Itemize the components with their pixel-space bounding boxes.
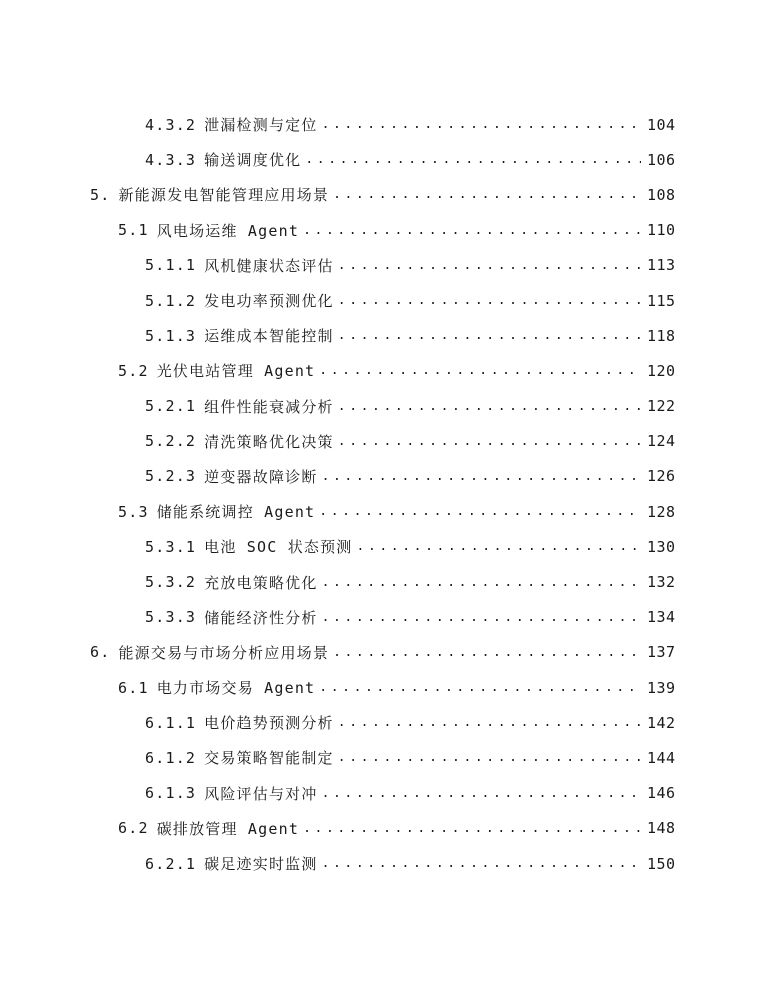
toc-entry[interactable] [0, 670, 765, 705]
toc-entry-title: 充放电策略优化 [204, 573, 318, 592]
dot-leader [338, 328, 641, 343]
toc-entry-number: 6.1.2 [145, 748, 197, 767]
toc-entry[interactable] [0, 389, 765, 424]
toc-entry-page: 139 [647, 678, 676, 697]
toc-entry-title: 组件性能衰减分析 [204, 397, 334, 416]
dot-leader [338, 434, 641, 449]
dot-leader [322, 575, 641, 590]
toc-entry-title: 风险评估与对冲 [204, 784, 318, 803]
toc-entry[interactable] [0, 283, 765, 318]
toc-entry-number: 5.3 [118, 502, 149, 521]
dot-leader [319, 680, 641, 695]
toc-entry-page: 142 [647, 713, 676, 732]
toc-entry-number: 5.1 [118, 221, 149, 240]
dot-leader [338, 399, 641, 414]
toc-entry[interactable] [0, 600, 765, 635]
toc-entry-page: 124 [647, 432, 676, 451]
toc-entry-title: 发电功率预测优化 [204, 292, 334, 311]
toc-entry-title: 碳排放管理 Agent [156, 819, 300, 838]
toc-entry-page: 113 [647, 256, 676, 275]
toc-entry-title: 电价趋势预测分析 [204, 714, 334, 733]
dot-leader [305, 152, 641, 167]
toc-entry[interactable] [0, 740, 765, 775]
toc-entry-number: 5. [90, 185, 111, 204]
dot-leader [319, 504, 641, 519]
toc-entry-title: 风机健康状态评估 [204, 256, 334, 275]
toc-entry[interactable] [0, 564, 765, 599]
toc-entry-title: 电池 SOC 状态预测 [204, 538, 353, 557]
toc-entry-page: 110 [647, 221, 676, 240]
toc-entry-title: 碳足迹实时监测 [204, 855, 318, 874]
toc-entry-page: 132 [647, 573, 676, 592]
toc-entry-title: 运维成本智能控制 [204, 327, 334, 346]
toc-entry-number: 4.3.3 [145, 150, 197, 169]
toc-entry-number: 6.1.1 [145, 713, 197, 732]
toc-entry-number: 5.1.3 [145, 326, 197, 345]
toc-entry[interactable] [0, 353, 765, 388]
toc-entry[interactable] [0, 177, 765, 212]
toc-entry[interactable] [0, 248, 765, 283]
table-of-contents [0, 107, 765, 881]
toc-entry-number: 5.2.3 [145, 467, 197, 486]
dot-leader [322, 610, 641, 625]
toc-entry-title: 交易策略智能制定 [204, 749, 334, 768]
toc-entry-page: 146 [647, 784, 676, 803]
toc-entry[interactable] [0, 776, 765, 811]
toc-entry-number: 5.1.1 [145, 256, 197, 275]
toc-entry[interactable] [0, 142, 765, 177]
toc-entry-page: 115 [647, 291, 676, 310]
toc-entry-title: 能源交易与市场分析应用场景 [118, 643, 330, 662]
dot-leader [338, 750, 641, 765]
toc-entry[interactable] [0, 494, 765, 529]
toc-entry-page: 108 [647, 185, 676, 204]
dot-leader [333, 187, 641, 202]
toc-entry-page: 118 [647, 326, 676, 345]
dot-leader [303, 223, 641, 238]
toc-entry[interactable] [0, 424, 765, 459]
dot-leader [303, 821, 641, 836]
toc-entry-title: 电力市场交易 Agent [156, 679, 316, 698]
dot-leader [357, 539, 641, 554]
dot-leader [319, 363, 641, 378]
toc-entry-page: 134 [647, 608, 676, 627]
toc-entry-number: 5.3.1 [145, 537, 197, 556]
toc-entry-page: 128 [647, 502, 676, 521]
dot-leader [338, 715, 641, 730]
toc-entry-title: 风电场运维 Agent [156, 221, 300, 240]
toc-entry-number: 6.1 [118, 678, 149, 697]
toc-entry-number: 5.3.3 [145, 608, 197, 627]
toc-entry-page: 120 [647, 361, 676, 380]
dot-leader [322, 786, 641, 801]
toc-entry-number: 5.2 [118, 361, 149, 380]
toc-entry-number: 6.2 [118, 819, 149, 838]
toc-entry[interactable] [0, 107, 765, 142]
toc-entry-title: 输送调度优化 [204, 151, 302, 170]
toc-entry[interactable] [0, 459, 765, 494]
dot-leader [338, 293, 641, 308]
toc-entry-number: 6.2.1 [145, 854, 197, 873]
toc-entry-number: 4.3.2 [145, 115, 197, 134]
toc-entry-page: 104 [647, 115, 676, 134]
toc-entry-number: 5.2.2 [145, 432, 197, 451]
toc-entry-page: 106 [647, 150, 676, 169]
toc-entry-page: 144 [647, 748, 676, 767]
toc-entry-page: 137 [647, 643, 676, 662]
toc-entry-title: 储能系统调控 Agent [156, 503, 316, 522]
toc-entry-number: 6. [90, 643, 111, 662]
toc-entry-number: 5.1.2 [145, 291, 197, 310]
toc-entry[interactable] [0, 846, 765, 881]
toc-entry-title: 泄漏检测与定位 [204, 116, 318, 135]
toc-entry[interactable] [0, 213, 765, 248]
toc-entry-title: 清洗策略优化决策 [204, 432, 334, 451]
toc-entry[interactable] [0, 635, 765, 670]
dot-leader [322, 469, 641, 484]
toc-entry-title: 新能源发电智能管理应用场景 [118, 186, 330, 205]
toc-entry-page: 126 [647, 467, 676, 486]
toc-entry[interactable] [0, 529, 765, 564]
toc-entry-title: 光伏电站管理 Agent [156, 362, 316, 381]
toc-entry-number: 6.1.3 [145, 784, 197, 803]
toc-entry-page: 130 [647, 537, 676, 556]
toc-entry-title: 储能经济性分析 [204, 608, 318, 627]
dot-leader [322, 856, 641, 871]
toc-entry-page: 150 [647, 854, 676, 873]
dot-leader [322, 117, 641, 132]
dot-leader [333, 645, 641, 660]
toc-entry-page: 148 [647, 819, 676, 838]
toc-entry-number: 5.3.2 [145, 573, 197, 592]
dot-leader [338, 258, 641, 273]
toc-entry-page: 122 [647, 397, 676, 416]
toc-entry[interactable] [0, 705, 765, 740]
toc-entry[interactable] [0, 811, 765, 846]
toc-entry-title: 逆变器故障诊断 [204, 467, 318, 486]
toc-entry-number: 5.2.1 [145, 397, 197, 416]
toc-entry[interactable] [0, 318, 765, 353]
